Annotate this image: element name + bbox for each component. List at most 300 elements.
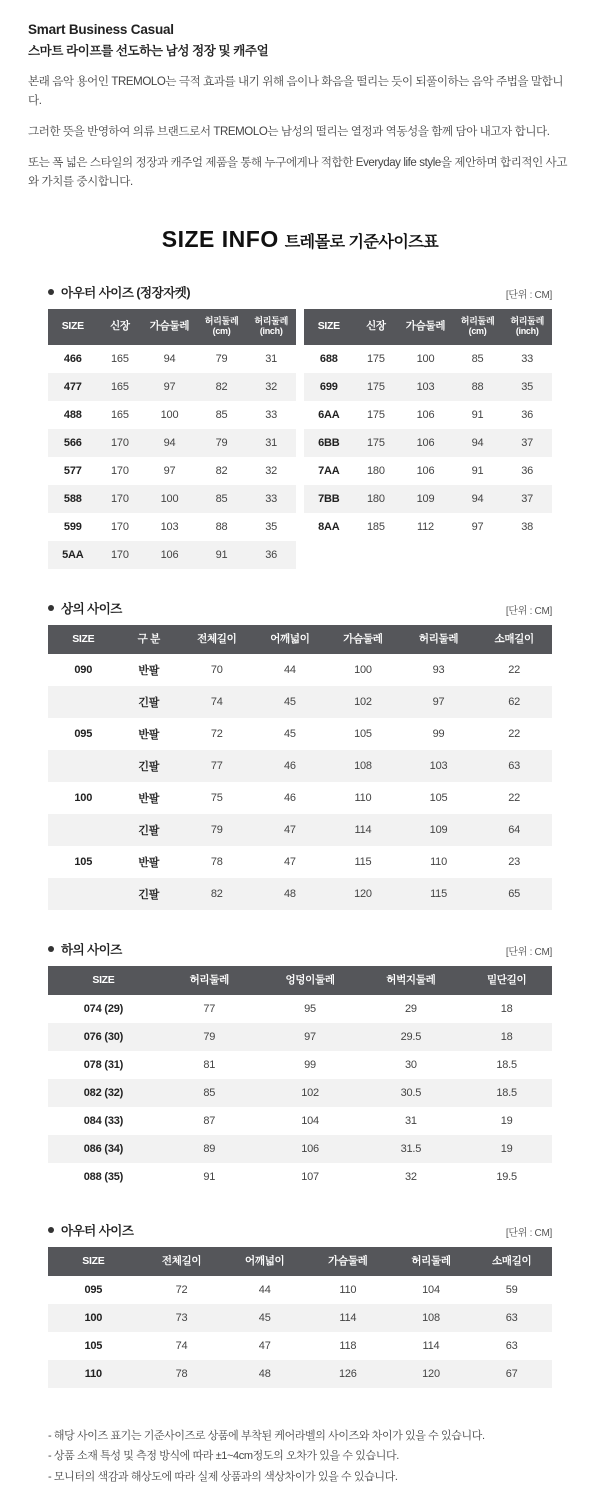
brand-title: Smart Business Casual (28, 22, 174, 37)
cell-waist-inch: 31 (246, 345, 296, 373)
cell-height: 170 (98, 513, 143, 541)
cell-waist-inch: 37 (502, 485, 552, 513)
cell-thigh: 29 (360, 995, 461, 1023)
cell-total-length: 70 (179, 654, 255, 686)
cell-sleeve: 65 (476, 878, 552, 910)
cell-total-length: 74 (139, 1332, 225, 1360)
section-top (0, 599, 600, 910)
table-row (48, 429, 296, 457)
cell-sleeve: 23 (476, 846, 552, 878)
th-type: 구 분 (119, 625, 179, 654)
cell-waist-cm: 79 (197, 429, 247, 457)
cell-size: 086 (34) (48, 1135, 159, 1163)
cell-shoulder: 48 (224, 1360, 305, 1388)
cell-type: 긴팔 (119, 878, 179, 910)
cell-total-length: 82 (179, 878, 255, 910)
cell-height: 175 (354, 345, 399, 373)
cell-sleeve: 22 (476, 782, 552, 814)
section-header (48, 599, 552, 617)
th-height: 신장 (354, 309, 399, 345)
cell-waist: 104 (391, 1276, 472, 1304)
th-shoulder: 어깨넓이 (255, 625, 326, 654)
cell-total-length: 72 (179, 718, 255, 750)
cell-hip: 95 (260, 995, 361, 1023)
cell-chest: 110 (305, 1276, 391, 1304)
table-header-row (304, 309, 552, 345)
cell-chest: 106 (398, 457, 453, 485)
cell-chest: 100 (142, 485, 197, 513)
cell-waist-cm: 88 (197, 513, 247, 541)
cell-sleeve: 64 (476, 814, 552, 846)
cell-size (48, 814, 119, 846)
cell-height: 165 (98, 401, 143, 429)
cell-height: 165 (98, 345, 143, 373)
th-waist-cm: 허리둘레 (cm) (197, 309, 247, 345)
cell-type: 반팔 (119, 846, 179, 878)
cell-waist: 89 (159, 1135, 260, 1163)
cell-total-length: 72 (139, 1276, 225, 1304)
cell-waist-inch: 36 (502, 457, 552, 485)
table-row (48, 1276, 552, 1304)
cell-sleeve: 67 (471, 1360, 552, 1388)
section-header (48, 940, 552, 958)
outer-size-body (48, 1276, 552, 1388)
cell-height: 180 (354, 457, 399, 485)
cell-chest: 97 (142, 457, 197, 485)
cell-waist-inch: 33 (502, 345, 552, 373)
cell-waist-cm: 79 (197, 345, 247, 373)
cell-type: 반팔 (119, 718, 179, 750)
cell-waist-inch: 37 (502, 429, 552, 457)
cell-height: 170 (98, 429, 143, 457)
section-outer-suit (0, 283, 600, 569)
table-header-row (48, 966, 552, 995)
section-header (48, 1221, 552, 1239)
cell-sleeve: 22 (476, 654, 552, 686)
table-row (48, 1107, 552, 1135)
cell-thigh: 30.5 (360, 1079, 461, 1107)
cell-sleeve: 22 (476, 718, 552, 750)
cell-type: 긴팔 (119, 686, 179, 718)
th-size: SIZE (304, 309, 354, 345)
cell-size: 6AA (304, 401, 354, 429)
cell-size (48, 750, 119, 782)
table-row (304, 513, 552, 541)
cell-size: 110 (48, 1360, 139, 1388)
cell-waist-inch: 38 (502, 513, 552, 541)
th-height: 신장 (98, 309, 143, 345)
table-row (48, 718, 552, 750)
intro-block (0, 0, 600, 192)
cell-shoulder: 46 (255, 782, 326, 814)
table-header-row (48, 625, 552, 654)
cell-waist-cm: 91 (453, 401, 503, 429)
cell-size: 466 (48, 345, 98, 373)
size-info-title-en: SIZE INFO (161, 225, 279, 252)
cell-waist: 81 (159, 1051, 260, 1079)
th-total-length: 전체길이 (179, 625, 255, 654)
th-size: SIZE (48, 625, 119, 654)
th-size: SIZE (48, 309, 98, 345)
table-row (48, 686, 552, 718)
table-row (48, 995, 552, 1023)
cell-waist-cm: 91 (453, 457, 503, 485)
table-row (304, 457, 552, 485)
cell-chest: 114 (325, 814, 401, 846)
th-size: SIZE (48, 966, 159, 995)
cell-chest: 120 (325, 878, 401, 910)
cell-total-length: 79 (179, 814, 255, 846)
cell-waist-inch: 33 (246, 485, 296, 513)
cell-size: 105 (48, 846, 119, 878)
cell-chest: 100 (325, 654, 401, 686)
size-info-title-ko: 트레몰로 기준사이즈표 (284, 233, 439, 251)
table-header-row (48, 1247, 552, 1276)
cell-shoulder: 47 (255, 846, 326, 878)
table-row (48, 457, 296, 485)
cell-size: 084 (33) (48, 1107, 159, 1135)
table-row (48, 485, 296, 513)
table-row (48, 401, 296, 429)
table-row (48, 1163, 552, 1191)
cell-thigh: 29.5 (360, 1023, 461, 1051)
section-header (48, 283, 552, 301)
cell-chest: 94 (142, 429, 197, 457)
bullet-icon (48, 1227, 54, 1233)
cell-type: 반팔 (119, 654, 179, 686)
cell-size: 6BB (304, 429, 354, 457)
cell-hem: 18.5 (461, 1079, 552, 1107)
cell-chest: 110 (325, 782, 401, 814)
cell-hem: 18 (461, 995, 552, 1023)
cell-shoulder: 47 (224, 1332, 305, 1360)
cell-waist: 105 (401, 782, 477, 814)
cell-thigh: 31.5 (360, 1135, 461, 1163)
section-bottom (0, 940, 600, 1191)
notes-block (48, 1422, 552, 1487)
cell-waist-cm: 85 (197, 401, 247, 429)
cell-size: 699 (304, 373, 354, 401)
cell-waist: 114 (391, 1332, 472, 1360)
cell-size: 090 (48, 654, 119, 686)
cell-waist: 109 (401, 814, 477, 846)
cell-shoulder: 45 (224, 1304, 305, 1332)
th-size: SIZE (48, 1247, 139, 1276)
cell-hip: 106 (260, 1135, 361, 1163)
cell-height: 180 (354, 485, 399, 513)
cell-size: 566 (48, 429, 98, 457)
cell-waist: 108 (391, 1304, 472, 1332)
cell-waist-cm: 82 (197, 373, 247, 401)
cell-size: 088 (35) (48, 1163, 159, 1191)
cell-height: 170 (98, 457, 143, 485)
cell-size: 095 (48, 718, 119, 750)
cell-waist-cm: 97 (453, 513, 503, 541)
cell-thigh: 31 (360, 1107, 461, 1135)
cell-chest: 100 (142, 401, 197, 429)
table-row (48, 1135, 552, 1163)
cell-height: 175 (354, 401, 399, 429)
bullet-icon (48, 289, 54, 295)
bullet-icon (48, 605, 54, 611)
cell-waist: 103 (401, 750, 477, 782)
cell-size: 577 (48, 457, 98, 485)
cell-waist-inch: 35 (502, 373, 552, 401)
cell-height: 165 (98, 373, 143, 401)
cell-waist-inch: 36 (502, 401, 552, 429)
intro-paragraph-3: 또는 폭 넓은 스타일의 정장과 캐주얼 제품을 통해 누구에게나 적합한 Everyday life style을 제안하며 합리적인 사고와 가치를 중시합니다. (28, 156, 568, 188)
outer-suit-left-body (48, 345, 296, 569)
cell-chest: 109 (398, 485, 453, 513)
th-waist: 허리둘레 (391, 1247, 472, 1276)
cell-waist: 87 (159, 1107, 260, 1135)
table-row (48, 878, 552, 910)
cell-waist-inch: 31 (246, 429, 296, 457)
cell-size: 7AA (304, 457, 354, 485)
table-header-row (48, 309, 296, 345)
section-title: 하의 사이즈 (61, 942, 122, 957)
cell-hem: 18.5 (461, 1051, 552, 1079)
bottom-size-body (48, 995, 552, 1191)
cell-waist: 91 (159, 1163, 260, 1191)
table-row (48, 654, 552, 686)
table-row (304, 401, 552, 429)
table-row (48, 1304, 552, 1332)
cell-sleeve: 63 (471, 1304, 552, 1332)
th-sleeve: 소매길이 (471, 1247, 552, 1276)
section-unit: [단위 : CM] (505, 1227, 552, 1239)
cell-shoulder: 46 (255, 750, 326, 782)
cell-height: 175 (354, 373, 399, 401)
cell-type: 긴팔 (119, 814, 179, 846)
table-row (48, 1023, 552, 1051)
th-thigh: 허벅지둘레 (360, 966, 461, 995)
cell-type: 긴팔 (119, 750, 179, 782)
cell-total-length: 77 (179, 750, 255, 782)
cell-total-length: 75 (179, 782, 255, 814)
cell-size: 599 (48, 513, 98, 541)
cell-size (48, 878, 119, 910)
cell-size: 078 (31) (48, 1051, 159, 1079)
th-hip: 엉덩이둘레 (260, 966, 361, 995)
cell-chest: 94 (142, 345, 197, 373)
th-waist-inch: 허리둘레 (inch) (502, 309, 552, 345)
cell-size: 588 (48, 485, 98, 513)
table-row (304, 373, 552, 401)
cell-hem: 19 (461, 1135, 552, 1163)
cell-shoulder: 45 (255, 686, 326, 718)
section-title: 아우터 사이즈 (61, 1223, 134, 1238)
cell-waist-cm: 82 (197, 457, 247, 485)
cell-size: 074 (29) (48, 995, 159, 1023)
section-title-wrap (48, 1221, 133, 1239)
section-title: 상의 사이즈 (61, 601, 122, 616)
cell-waist-inch: 35 (246, 513, 296, 541)
table-row (304, 429, 552, 457)
cell-size: 5AA (48, 541, 98, 569)
table-row (48, 1332, 552, 1360)
cell-chest: 102 (325, 686, 401, 718)
cell-height: 170 (98, 541, 143, 569)
note-line: - 모니터의 색감과 해상도에 따라 실제 상품과의 색상차이가 있을 수 있습니다. (48, 1470, 398, 1483)
cell-size: 105 (48, 1332, 139, 1360)
cell-total-length: 74 (179, 686, 255, 718)
section-title-wrap (48, 940, 122, 958)
cell-shoulder: 44 (255, 654, 326, 686)
cell-size: 477 (48, 373, 98, 401)
cell-hip: 107 (260, 1163, 361, 1191)
cell-waist: 79 (159, 1023, 260, 1051)
cell-hip: 102 (260, 1079, 361, 1107)
cell-size: 8AA (304, 513, 354, 541)
table-row (48, 782, 552, 814)
cell-chest: 105 (325, 718, 401, 750)
outer-size-table (48, 1247, 552, 1388)
cell-chest: 106 (398, 429, 453, 457)
cell-chest: 115 (325, 846, 401, 878)
brand-subtitle: 스마트 라이프를 선도하는 남성 정장 및 캐주얼 (28, 44, 269, 58)
table-row (48, 1051, 552, 1079)
th-waist: 허리둘레 (401, 625, 477, 654)
cell-size: 076 (30) (48, 1023, 159, 1051)
note-line: - 해당 사이즈 표기는 기준사이즈로 상품에 부착된 케어라벨의 사이즈와 차이가 있을 수 있습니다. (48, 1430, 485, 1442)
table-row (48, 541, 296, 569)
table-row (48, 373, 296, 401)
th-chest: 가슴둘레 (398, 309, 453, 345)
outer-suit-table-right (304, 309, 552, 541)
cell-chest: 108 (325, 750, 401, 782)
top-size-table (48, 625, 552, 910)
table-row (48, 750, 552, 782)
table-row (48, 846, 552, 878)
section-title: 아우터 사이즈 (정장자켓) (61, 285, 191, 300)
th-total-length: 전체길이 (139, 1247, 225, 1276)
cell-total-length: 78 (179, 846, 255, 878)
cell-chest: 103 (142, 513, 197, 541)
cell-chest: 97 (142, 373, 197, 401)
cell-chest: 114 (305, 1304, 391, 1332)
cell-hip: 99 (260, 1051, 361, 1079)
cell-waist: 99 (401, 718, 477, 750)
size-info-heading (0, 226, 600, 253)
outer-suit-table-left (48, 309, 296, 569)
cell-total-length: 78 (139, 1360, 225, 1388)
cell-chest: 118 (305, 1332, 391, 1360)
cell-chest: 126 (305, 1360, 391, 1388)
th-chest: 가슴둘레 (142, 309, 197, 345)
th-chest: 가슴둘레 (325, 625, 401, 654)
cell-waist-inch: 36 (246, 541, 296, 569)
cell-waist-cm: 85 (197, 485, 247, 513)
th-shoulder: 어깨넓이 (224, 1247, 305, 1276)
cell-shoulder: 44 (224, 1276, 305, 1304)
top-size-body (48, 654, 552, 910)
cell-waist: 120 (391, 1360, 472, 1388)
cell-waist-cm: 85 (453, 345, 503, 373)
th-waist-cm: 허리둘레 (cm) (453, 309, 503, 345)
table-row (48, 1079, 552, 1107)
cell-hem: 19 (461, 1107, 552, 1135)
cell-waist-cm: 88 (453, 373, 503, 401)
bullet-icon (48, 946, 54, 952)
cell-waist: 77 (159, 995, 260, 1023)
cell-sleeve: 63 (471, 1332, 552, 1360)
cell-size: 7BB (304, 485, 354, 513)
cell-height: 170 (98, 485, 143, 513)
cell-type: 반팔 (119, 782, 179, 814)
cell-chest: 100 (398, 345, 453, 373)
section-outer (0, 1221, 600, 1388)
table-row (304, 485, 552, 513)
outer-suit-right-body (304, 345, 552, 541)
cell-waist: 97 (401, 686, 477, 718)
th-waist: 허리둘레 (159, 966, 260, 995)
cell-shoulder: 47 (255, 814, 326, 846)
table-row (304, 345, 552, 373)
cell-size: 688 (304, 345, 354, 373)
cell-thigh: 32 (360, 1163, 461, 1191)
cell-sleeve: 62 (476, 686, 552, 718)
table-row (48, 513, 296, 541)
table-row (48, 814, 552, 846)
th-waist-inch: 허리둘레 (inch) (246, 309, 296, 345)
th-sleeve: 소매길이 (476, 625, 552, 654)
cell-hip: 97 (260, 1023, 361, 1051)
cell-size: 488 (48, 401, 98, 429)
cell-waist: 85 (159, 1079, 260, 1107)
cell-waist-inch: 32 (246, 373, 296, 401)
cell-size: 100 (48, 1304, 139, 1332)
cell-shoulder: 45 (255, 718, 326, 750)
bottom-size-table (48, 966, 552, 1191)
section-title-wrap (48, 283, 190, 301)
cell-size: 082 (32) (48, 1079, 159, 1107)
table-row (48, 345, 296, 373)
cell-hip: 104 (260, 1107, 361, 1135)
cell-chest: 106 (398, 401, 453, 429)
section-unit: [단위 : CM] (505, 605, 552, 617)
cell-total-length: 73 (139, 1304, 225, 1332)
intro-paragraph-2: 그러한 뜻을 반영하여 의류 브랜드로서 TREMOLO는 남성의 떨리는 열정과 역동성을 함께 담아 내고자 합니다. (28, 125, 550, 138)
cell-height: 185 (354, 513, 399, 541)
cell-height: 175 (354, 429, 399, 457)
intro-paragraph-1: 본래 음악 용어인 TREMOLO는 극적 효과를 내기 위해 음이나 화음을 떨리는 듯이 되풀이하는 음악 주법을 말합니다. (28, 76, 564, 107)
cell-size: 095 (48, 1276, 139, 1304)
cell-sleeve: 63 (476, 750, 552, 782)
cell-waist: 93 (401, 654, 477, 686)
cell-sleeve: 59 (471, 1276, 552, 1304)
cell-waist-cm: 91 (197, 541, 247, 569)
th-chest: 가슴둘레 (305, 1247, 391, 1276)
cell-shoulder: 48 (255, 878, 326, 910)
section-unit: [단위 : CM] (505, 946, 552, 958)
cell-hem: 19.5 (461, 1163, 552, 1191)
outer-suit-tables (48, 309, 552, 569)
section-title-wrap (48, 599, 122, 617)
table-row (48, 1360, 552, 1388)
cell-chest: 103 (398, 373, 453, 401)
cell-waist-inch: 33 (246, 401, 296, 429)
note-line: - 상품 소재 특성 및 측정 방식에 따라 ±1~4cm정도의 오차가 있을 수 있습니다. (48, 1450, 399, 1463)
cell-size (48, 686, 119, 718)
cell-chest: 112 (398, 513, 453, 541)
cell-thigh: 30 (360, 1051, 461, 1079)
cell-chest: 106 (142, 541, 197, 569)
th-hem: 밑단길이 (461, 966, 552, 995)
cell-waist: 110 (401, 846, 477, 878)
cell-size: 100 (48, 782, 119, 814)
section-unit: [단위 : CM] (505, 289, 552, 301)
